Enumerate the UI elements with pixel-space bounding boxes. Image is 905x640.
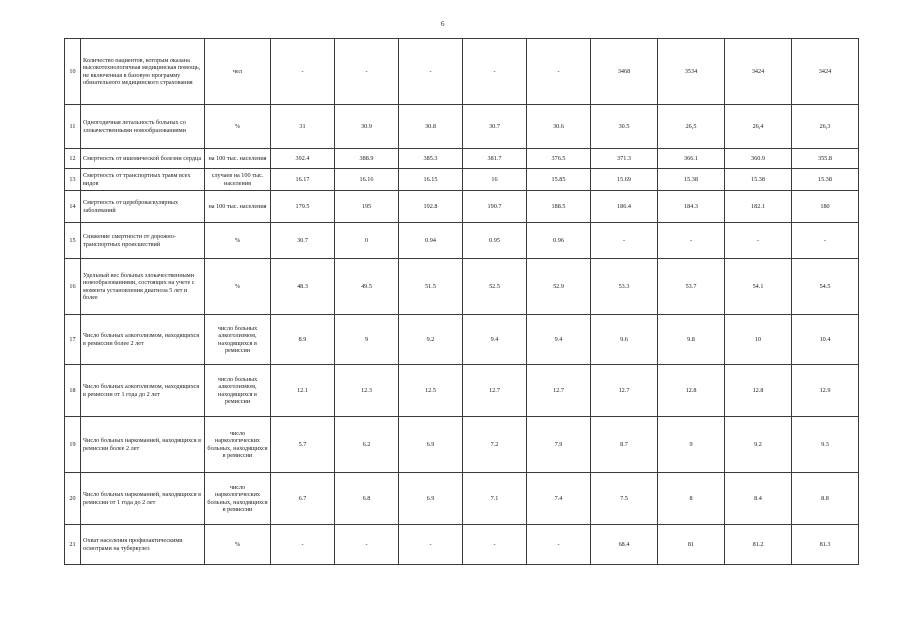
indicator-unit: число наркологических больных, находящихся в ремиссии bbox=[205, 473, 271, 525]
value-cell: - bbox=[463, 525, 527, 565]
value-cell: 53.7 bbox=[658, 259, 725, 315]
value-cell: 15.69 bbox=[591, 169, 658, 191]
row-number: 20 bbox=[65, 473, 81, 525]
indicator-name: Снижение смертности от дорожно-транспортных происшествий bbox=[81, 223, 205, 259]
value-cell: 8.9 bbox=[271, 315, 335, 365]
value-cell: 184.3 bbox=[658, 191, 725, 223]
value-cell: 16.17 bbox=[271, 169, 335, 191]
value-cell: 371.3 bbox=[591, 149, 658, 169]
value-cell: 179.5 bbox=[271, 191, 335, 223]
value-cell: 12.9 bbox=[792, 365, 859, 417]
value-cell: - bbox=[335, 525, 399, 565]
value-cell: 54.5 bbox=[792, 259, 859, 315]
value-cell: 52.5 bbox=[463, 259, 527, 315]
value-cell: - bbox=[463, 39, 527, 105]
value-cell: 81 bbox=[658, 525, 725, 565]
indicator-unit: случаев на 100 тыс. населения bbox=[205, 169, 271, 191]
table-row bbox=[65, 169, 859, 191]
indicator-unit: % bbox=[205, 259, 271, 315]
value-cell: 9.2 bbox=[725, 417, 792, 473]
table-row bbox=[65, 417, 859, 473]
indicator-unit: % bbox=[205, 223, 271, 259]
value-cell: 7.5 bbox=[591, 473, 658, 525]
value-cell: 8 bbox=[658, 473, 725, 525]
value-cell: 7.2 bbox=[463, 417, 527, 473]
row-number: 10 bbox=[65, 39, 81, 105]
value-cell: 8.7 bbox=[591, 417, 658, 473]
value-cell: 9.4 bbox=[527, 315, 591, 365]
value-cell: 12.8 bbox=[725, 365, 792, 417]
indicator-name: Смертность от ишемической болезни сердца bbox=[81, 149, 205, 169]
value-cell: 3534 bbox=[658, 39, 725, 105]
value-cell: 3468 bbox=[591, 39, 658, 105]
value-cell: 10 bbox=[725, 315, 792, 365]
table-row bbox=[65, 149, 859, 169]
value-cell: 12.7 bbox=[591, 365, 658, 417]
row-number: 18 bbox=[65, 365, 81, 417]
indicator-unit: число больных алкоголизмом, находящихся в ремиссии bbox=[205, 315, 271, 365]
table-row bbox=[65, 105, 859, 149]
indicator-name: Число больных наркоманией, находящихся в ремиссии более 2 лет bbox=[81, 417, 205, 473]
value-cell: - bbox=[399, 525, 463, 565]
indicator-name: Число больных наркоманией, находящихся в ремиссии от 1 года до 2 лет bbox=[81, 473, 205, 525]
row-number: 21 bbox=[65, 525, 81, 565]
table-row bbox=[65, 191, 859, 223]
value-cell: 9 bbox=[658, 417, 725, 473]
table-row bbox=[65, 315, 859, 365]
row-number: 16 bbox=[65, 259, 81, 315]
value-cell: 48.3 bbox=[271, 259, 335, 315]
value-cell: 15.38 bbox=[658, 169, 725, 191]
value-cell: 54.1 bbox=[725, 259, 792, 315]
table-row bbox=[65, 39, 859, 105]
indicator-name: Смертность от цереброваскулярных заболеваний bbox=[81, 191, 205, 223]
row-number: 15 bbox=[65, 223, 81, 259]
value-cell: 30.8 bbox=[399, 105, 463, 149]
value-cell: 366.1 bbox=[658, 149, 725, 169]
table-row bbox=[65, 365, 859, 417]
value-cell: 392.4 bbox=[271, 149, 335, 169]
indicator-name: Смертность от транспортных травм всех видов bbox=[81, 169, 205, 191]
row-number: 17 bbox=[65, 315, 81, 365]
value-cell: 186.4 bbox=[591, 191, 658, 223]
value-cell: 0.95 bbox=[463, 223, 527, 259]
value-cell: 6.9 bbox=[399, 417, 463, 473]
value-cell: 7.9 bbox=[527, 417, 591, 473]
value-cell: 30.9 bbox=[335, 105, 399, 149]
value-cell: 8.8 bbox=[792, 473, 859, 525]
value-cell: - bbox=[527, 525, 591, 565]
value-cell: 10.4 bbox=[792, 315, 859, 365]
value-cell: 9 bbox=[335, 315, 399, 365]
value-cell: 360.9 bbox=[725, 149, 792, 169]
value-cell: 30.7 bbox=[463, 105, 527, 149]
value-cell: 15.85 bbox=[527, 169, 591, 191]
value-cell: - bbox=[399, 39, 463, 105]
value-cell: 81.2 bbox=[725, 525, 792, 565]
value-cell: - bbox=[271, 39, 335, 105]
value-cell: 31 bbox=[271, 105, 335, 149]
indicator-name: Число больных алкоголизмом, находящихся в ремиссии от 1 года до 2 лет bbox=[81, 365, 205, 417]
value-cell: 12.1 bbox=[271, 365, 335, 417]
value-cell: 6.9 bbox=[399, 473, 463, 525]
value-cell: 381.7 bbox=[463, 149, 527, 169]
indicator-unit: % bbox=[205, 525, 271, 565]
row-number: 14 bbox=[65, 191, 81, 223]
page-number: 6 bbox=[441, 20, 445, 28]
value-cell: 30.6 bbox=[527, 105, 591, 149]
value-cell: 9.8 bbox=[658, 315, 725, 365]
indicator-unit: на 100 тыс. населения bbox=[205, 149, 271, 169]
value-cell: 182.1 bbox=[725, 191, 792, 223]
value-cell: 6.7 bbox=[271, 473, 335, 525]
indicator-name: Число больных алкоголизмом, находящихся в ремиссии более 2 лет bbox=[81, 315, 205, 365]
value-cell: 190.7 bbox=[463, 191, 527, 223]
value-cell: 15.38 bbox=[792, 169, 859, 191]
value-cell: - bbox=[271, 525, 335, 565]
value-cell: - bbox=[792, 223, 859, 259]
value-cell: 52.9 bbox=[527, 259, 591, 315]
indicator-unit: чел bbox=[205, 39, 271, 105]
value-cell: - bbox=[335, 39, 399, 105]
value-cell: 0.94 bbox=[399, 223, 463, 259]
table-row bbox=[65, 223, 859, 259]
row-number: 11 bbox=[65, 105, 81, 149]
value-cell: 26,4 bbox=[725, 105, 792, 149]
indicator-name: Одногодичная летальность больных со злокачественными новообразованиями bbox=[81, 105, 205, 149]
value-cell: 49.5 bbox=[335, 259, 399, 315]
value-cell: 12.7 bbox=[463, 365, 527, 417]
value-cell: 6.2 bbox=[335, 417, 399, 473]
row-number: 19 bbox=[65, 417, 81, 473]
value-cell: 8.4 bbox=[725, 473, 792, 525]
value-cell: 7.1 bbox=[463, 473, 527, 525]
value-cell: 12.8 bbox=[658, 365, 725, 417]
value-cell: 16 bbox=[463, 169, 527, 191]
indicator-unit: число наркологических больных, находящихся в ремиссии bbox=[205, 417, 271, 473]
value-cell: 192.8 bbox=[399, 191, 463, 223]
table-row bbox=[65, 525, 859, 565]
table-row bbox=[65, 473, 859, 525]
value-cell: 188.5 bbox=[527, 191, 591, 223]
value-cell: 12.3 bbox=[335, 365, 399, 417]
value-cell: 51.5 bbox=[399, 259, 463, 315]
value-cell: - bbox=[725, 223, 792, 259]
value-cell: 6.8 bbox=[335, 473, 399, 525]
indicator-name: Охват населения профилактическими осмотрами на туберкулез bbox=[81, 525, 205, 565]
indicators-table bbox=[64, 38, 859, 565]
value-cell: 9.3 bbox=[792, 417, 859, 473]
value-cell: 3424 bbox=[792, 39, 859, 105]
indicator-unit: на 100 тыс. населения bbox=[205, 191, 271, 223]
value-cell: 9.4 bbox=[463, 315, 527, 365]
value-cell: 9.6 bbox=[591, 315, 658, 365]
row-number: 12 bbox=[65, 149, 81, 169]
row-number: 13 bbox=[65, 169, 81, 191]
value-cell: 68.4 bbox=[591, 525, 658, 565]
value-cell: 53.3 bbox=[591, 259, 658, 315]
value-cell: 195 bbox=[335, 191, 399, 223]
value-cell: 26,5 bbox=[658, 105, 725, 149]
value-cell: 30.5 bbox=[591, 105, 658, 149]
value-cell: 5.7 bbox=[271, 417, 335, 473]
value-cell: 12.5 bbox=[399, 365, 463, 417]
value-cell: 376.5 bbox=[527, 149, 591, 169]
table-row bbox=[65, 259, 859, 315]
indicator-unit: % bbox=[205, 105, 271, 149]
value-cell: 12.7 bbox=[527, 365, 591, 417]
indicator-unit: число больных алкоголизмом, находящихся в ремиссии bbox=[205, 365, 271, 417]
value-cell: 26,3 bbox=[792, 105, 859, 149]
value-cell: 81.3 bbox=[792, 525, 859, 565]
value-cell: 16.16 bbox=[335, 169, 399, 191]
value-cell: 3424 bbox=[725, 39, 792, 105]
value-cell: 180 bbox=[792, 191, 859, 223]
value-cell: 355.8 bbox=[792, 149, 859, 169]
value-cell: 30.7 bbox=[271, 223, 335, 259]
value-cell: 0 bbox=[335, 223, 399, 259]
indicator-name: Удельный вес больных злокачественными новообразованиями, состоящих на учете с момента установления диагноза 5 лет и более bbox=[81, 259, 205, 315]
value-cell: 385.3 bbox=[399, 149, 463, 169]
value-cell: - bbox=[527, 39, 591, 105]
value-cell: 0.96 bbox=[527, 223, 591, 259]
value-cell: - bbox=[591, 223, 658, 259]
value-cell: 16.15 bbox=[399, 169, 463, 191]
indicator-name: Количество пациентов, которым оказана высокотехнологичная медицинская помощь, не включенная в базовую программу обязательного медицинского страхования bbox=[81, 39, 205, 105]
value-cell: 15.38 bbox=[725, 169, 792, 191]
value-cell: 388.9 bbox=[335, 149, 399, 169]
value-cell: 9.2 bbox=[399, 315, 463, 365]
value-cell: 7.4 bbox=[527, 473, 591, 525]
value-cell: - bbox=[658, 223, 725, 259]
